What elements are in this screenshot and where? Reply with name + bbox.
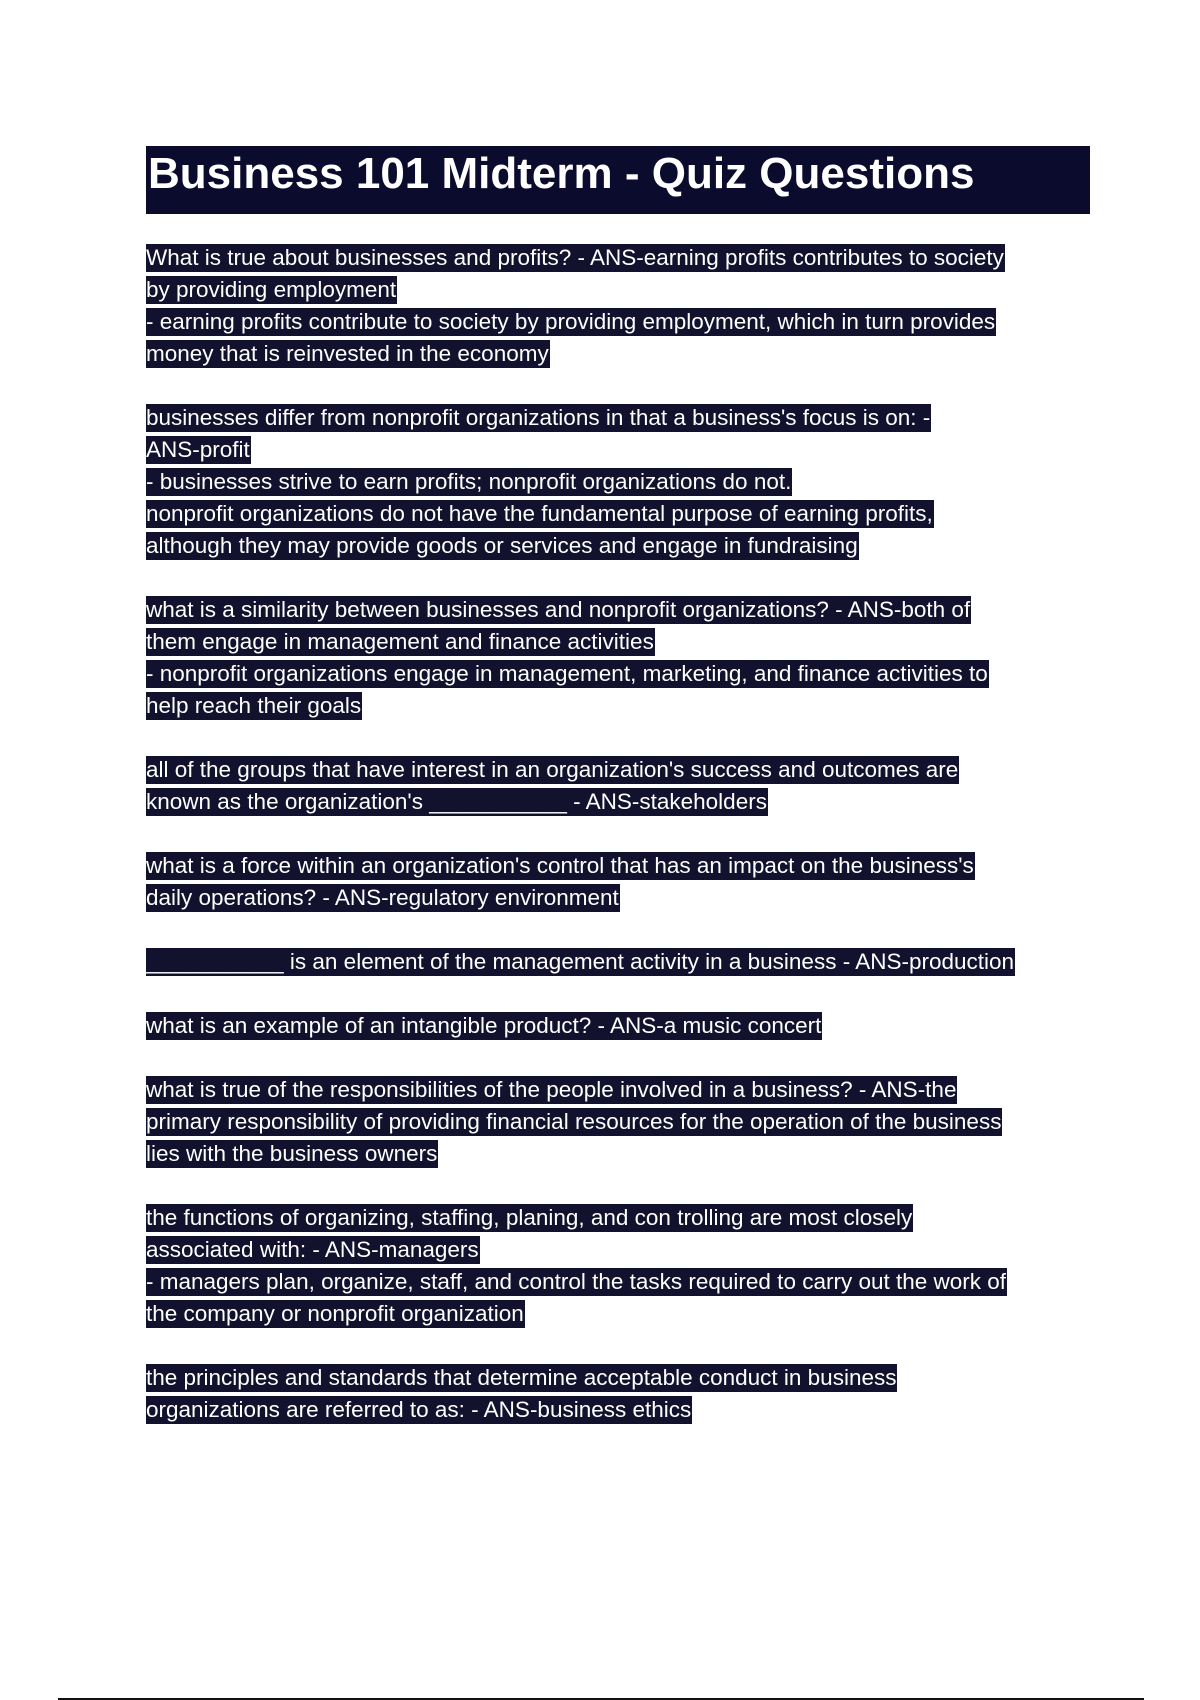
highlighted-text: what is an example of an intangible product? - ANS-a music concert <box>146 1013 822 1038</box>
qa-item <box>146 596 1106 724</box>
qa-line <box>146 308 1106 340</box>
highlighted-text: what is a force within an organization's control that has an impact on the business's <box>146 853 974 878</box>
qa-line <box>146 1396 1106 1428</box>
qa-item <box>146 1204 1106 1332</box>
qa-line <box>146 596 1106 628</box>
highlighted-text: the functions of organizing, staffing, planing, and con trolling are most closely <box>146 1205 913 1230</box>
qa-list <box>146 244 1106 1460</box>
qa-line <box>146 788 1106 820</box>
qa-line <box>146 1204 1106 1236</box>
qa-item <box>146 1012 1106 1044</box>
highlighted-text: lies with the business owners <box>146 1141 438 1166</box>
highlighted-text: - managers plan, organize, staff, and control the tasks required to carry out the work of <box>146 1269 1007 1294</box>
qa-line <box>146 468 1106 500</box>
qa-line <box>146 500 1106 532</box>
qa-line <box>146 1108 1106 1140</box>
highlighted-text: the principles and standards that determine acceptable conduct in business <box>146 1365 897 1390</box>
qa-line <box>146 948 1106 980</box>
qa-line <box>146 244 1106 276</box>
qa-line <box>146 660 1106 692</box>
highlighted-text: businesses differ from nonprofit organizations in that a business's focus is on: - <box>146 405 931 430</box>
qa-line <box>146 1076 1106 1108</box>
highlighted-text: associated with: - ANS-managers <box>146 1237 479 1262</box>
qa-item <box>146 404 1106 564</box>
highlighted-text: ANS-profit <box>146 437 250 462</box>
highlighted-text: - nonprofit organizations engage in management, marketing, and finance activities to <box>146 661 988 686</box>
highlighted-text: primary responsibility of providing financial resources for the operation of the business <box>146 1109 1002 1134</box>
highlighted-text: What is true about businesses and profits? - ANS-earning profits contributes to society <box>146 245 1004 270</box>
highlighted-text: money that is reinvested in the economy <box>146 341 549 366</box>
qa-line <box>146 1236 1106 1268</box>
qa-line <box>146 340 1106 372</box>
highlighted-text: all of the groups that have interest in an organization's success and outcomes are <box>146 757 959 782</box>
qa-item <box>146 244 1106 372</box>
qa-line <box>146 692 1106 724</box>
qa-item <box>146 1076 1106 1172</box>
highlighted-text: known as the organization's ___________ - ANS-stakeholders <box>146 789 767 814</box>
qa-line <box>146 1140 1106 1172</box>
qa-item <box>146 852 1106 916</box>
highlighted-text: what is true of the responsibilities of the people involved in a business? - ANS-the <box>146 1077 957 1102</box>
highlighted-text: them engage in management and finance activities <box>146 629 654 654</box>
highlighted-text: daily operations? - ANS-regulatory environment <box>146 885 619 910</box>
qa-line <box>146 756 1106 788</box>
highlighted-text: organizations are referred to as: - ANS-business ethics <box>146 1397 692 1422</box>
qa-line <box>146 628 1106 660</box>
qa-item <box>146 948 1106 980</box>
qa-line <box>146 436 1106 468</box>
qa-line <box>146 852 1106 884</box>
highlighted-text: although they may provide goods or services and engage in fundraising <box>146 533 858 558</box>
highlighted-text: what is a similarity between businesses and nonprofit organizations? - ANS-both of <box>146 597 971 622</box>
page-title: Business 101 Midterm - Quiz Questions <box>148 149 975 198</box>
highlighted-text: - earning profits contribute to society by providing employment, which in turn provides <box>146 309 996 334</box>
qa-line <box>146 1300 1106 1332</box>
highlighted-text: ___________ is an element of the management activity in a business - ANS-production <box>146 949 1015 974</box>
highlighted-text: the company or nonprofit organization <box>146 1301 524 1326</box>
qa-line <box>146 1268 1106 1300</box>
qa-line <box>146 1012 1106 1044</box>
qa-line <box>146 532 1106 564</box>
qa-line <box>146 1364 1106 1396</box>
qa-line <box>146 276 1106 308</box>
highlighted-text: - businesses strive to earn profits; nonprofit organizations do not. <box>146 469 792 494</box>
qa-line <box>146 404 1106 436</box>
title-banner <box>146 146 1090 214</box>
highlighted-text: nonprofit organizations do not have the fundamental purpose of earning profits, <box>146 501 933 526</box>
qa-line <box>146 884 1106 916</box>
qa-item <box>146 1364 1106 1428</box>
highlighted-text: help reach their goals <box>146 693 362 718</box>
qa-item <box>146 756 1106 820</box>
highlighted-text: by providing employment <box>146 277 397 302</box>
